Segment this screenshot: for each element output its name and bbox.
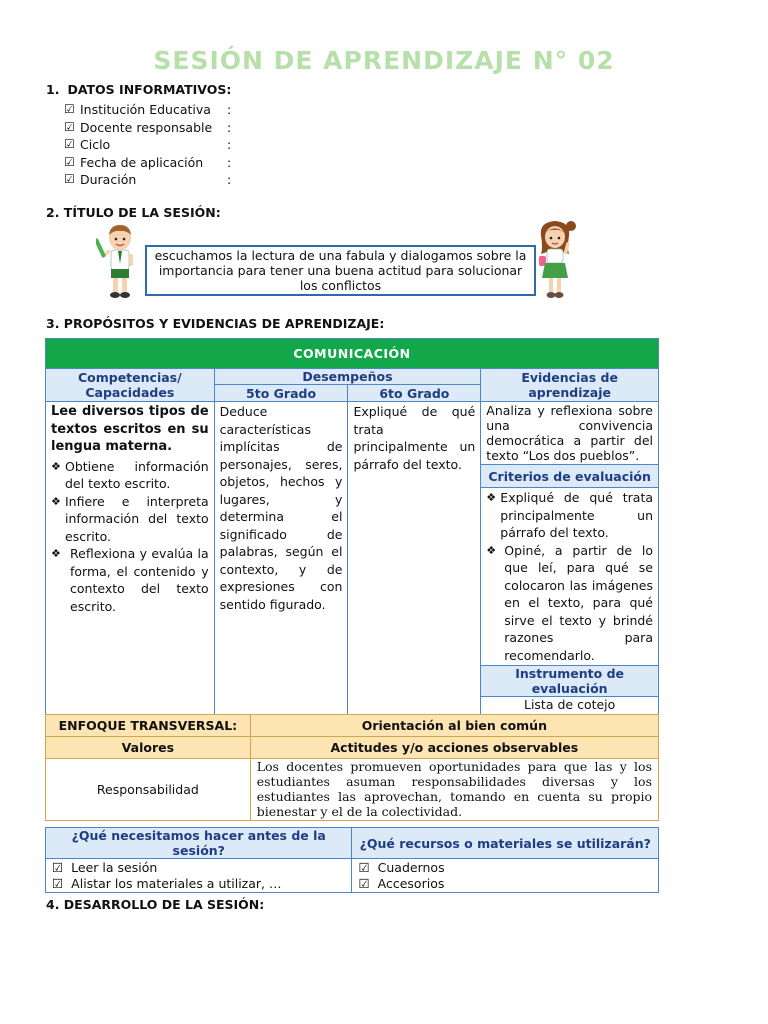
boy-illustration: [96, 222, 144, 300]
capacidad-item: [51, 545, 209, 615]
recurso-item: [358, 860, 652, 876]
enfoque-label: ENFOQUE TRANSVERSAL:: [46, 715, 251, 737]
checkbox-icon: ☑: [358, 875, 370, 891]
grado-6to-header: 6to Grado: [348, 385, 481, 402]
enfoque-value: Orientación al bien común: [250, 715, 658, 737]
instrumento-header: Instrumento de evaluación: [481, 666, 659, 697]
capacidad-text: Obtiene información del texto escrito.: [65, 458, 209, 491]
valores-header: Valores: [46, 737, 251, 759]
antes-header: ¿Qué necesitamos hacer antes de la sesión?: [46, 828, 352, 859]
capacidad-text: Reflexiona y evalúa la forma, el contenido y contexto del texto escrito.: [70, 546, 209, 614]
desempeno-5to-cell: Deduce características implícitas de personajes, seres, objetos, hechos y lugares, y determina el significado de palabras, según el contexto, y de expresiones con sentido figurado.: [214, 402, 348, 715]
diamond-bullet-icon: ❖: [51, 494, 61, 508]
checkbox-icon: ☑: [52, 860, 64, 875]
datos-label: Institución Educativa: [80, 102, 211, 117]
section-titulo-heading: 2. TÍTULO DE LA SESIÓN:: [46, 205, 221, 220]
preparacion-table: [45, 827, 659, 893]
datos-label: Duración: [80, 172, 137, 188]
recursos-cell: [352, 859, 659, 893]
checkbox-icon: ☑: [358, 860, 370, 875]
antes-cell: [46, 859, 352, 893]
recurso-text: Accesorios: [377, 875, 445, 891]
datos-colon: :: [227, 102, 232, 117]
datos-label: Fecha de aplicación: [80, 154, 204, 170]
competencia-title: Lee diversos tipos de textos escritos en su lengua materna.: [51, 404, 209, 454]
datos-item: [64, 154, 231, 172]
diamond-bullet-icon: ❖: [486, 543, 497, 557]
area-header: COMUNICACIÓN: [46, 339, 659, 369]
recursos-header: ¿Qué recursos o materiales se utilizarán?: [352, 828, 659, 859]
checkbox-icon: ☑: [64, 102, 75, 116]
diamond-bullet-icon: ❖: [486, 491, 497, 504]
datos-item: [64, 171, 231, 189]
competencias-cell: [46, 402, 215, 715]
datos-colon: :: [227, 137, 232, 153]
enfoque-table: [45, 714, 659, 821]
valor-cell: Responsabilidad: [46, 759, 251, 821]
desempenos-header: Desempeños: [214, 369, 481, 385]
evidencias-header: Evidencias de aprendizaje: [481, 369, 659, 402]
datos-colon: :: [227, 154, 232, 170]
section-datos-heading: [46, 82, 231, 97]
datos-label: Ciclo: [80, 137, 111, 153]
criterios-header: Criterios de evaluación: [481, 465, 659, 488]
antes-item: [52, 860, 345, 876]
criterios-cell: [481, 488, 659, 666]
propositos-table: [45, 338, 659, 715]
session-title-text: escuchamos la lectura de una fabula y dialogamos sobre la importancia para tener una buena actitud para solucionar los conflictos: [154, 248, 527, 293]
girl-illustration: [531, 218, 579, 302]
datos-label: Docente responsable: [80, 119, 213, 135]
datos-item: [64, 136, 231, 154]
checkbox-icon: ☑: [64, 119, 75, 134]
recurso-item: [358, 876, 652, 892]
grado-5to-header: 5to Grado: [214, 385, 348, 402]
checkbox-icon: ☑: [64, 137, 75, 152]
criterio-text: Opiné, a partir de lo que leí, para qué se colocaron las imágenes en el texto, para qué sirve el texto y brindé razones para recomendarlo.: [504, 542, 653, 663]
datos-colon: :: [227, 172, 232, 188]
capacidad-item: [51, 458, 209, 493]
capacidad-item: [51, 493, 209, 546]
criterio-item: [486, 489, 653, 542]
criterio-text: Expliqué de qué trata principalmente un párrafo del texto.: [500, 490, 653, 540]
section-desarrollo-heading: 4. DESARROLLO DE LA SESIÓN:: [46, 897, 265, 912]
evidencia-cell: Analiza y reflexiona sobre una convivencia democrática a partir del texto “Los dos pueblos”.: [481, 402, 659, 465]
desempeno-6to-cell: Expliqué de qué trata principalmente un párrafo del texto.: [348, 402, 481, 715]
checkbox-icon: ☑: [64, 154, 75, 169]
section-propositos-heading: 3. PROPÓSITOS Y EVIDENCIAS DE APRENDIZAJE:: [46, 316, 385, 331]
recurso-text: Cuadernos: [377, 860, 445, 875]
checkbox-icon: ☑: [64, 172, 75, 187]
datos-item: [64, 101, 231, 119]
capacidad-text: Infiere e interpreta información del texto escrito.: [65, 493, 209, 544]
session-title-box: [145, 245, 536, 296]
datos-colon: :: [227, 119, 232, 135]
checkbox-icon: ☑: [52, 875, 64, 891]
datos-list: [64, 101, 231, 189]
antes-item: [52, 876, 345, 892]
datos-item: [64, 119, 231, 137]
actitudes-header: Actitudes y/o acciones observables: [250, 737, 658, 759]
instrumento-cell: Lista de cotejo: [481, 697, 659, 715]
actitud-cell: Los docentes promueven oportunidades para que las y los estudiantes asuman responsabilidades diversas y los estudiantes las aprovechan, tomando en cuenta su propio bienestar y el de la colectividad.: [250, 759, 658, 821]
criterio-item: [486, 542, 653, 665]
competencias-header: Competencias/ Capacidades: [46, 369, 215, 402]
page-title: SESIÓN DE APRENDIZAJE N° 02: [153, 46, 615, 75]
section-number: 1.: [46, 82, 60, 97]
antes-text: Leer la sesión: [71, 860, 158, 875]
diamond-bullet-icon: ❖: [51, 459, 61, 473]
diamond-bullet-icon: ❖: [51, 547, 61, 560]
antes-text: Alistar los materiales a utilizar, …: [71, 875, 282, 891]
section-label: DATOS INFORMATIVOS:: [67, 82, 232, 97]
